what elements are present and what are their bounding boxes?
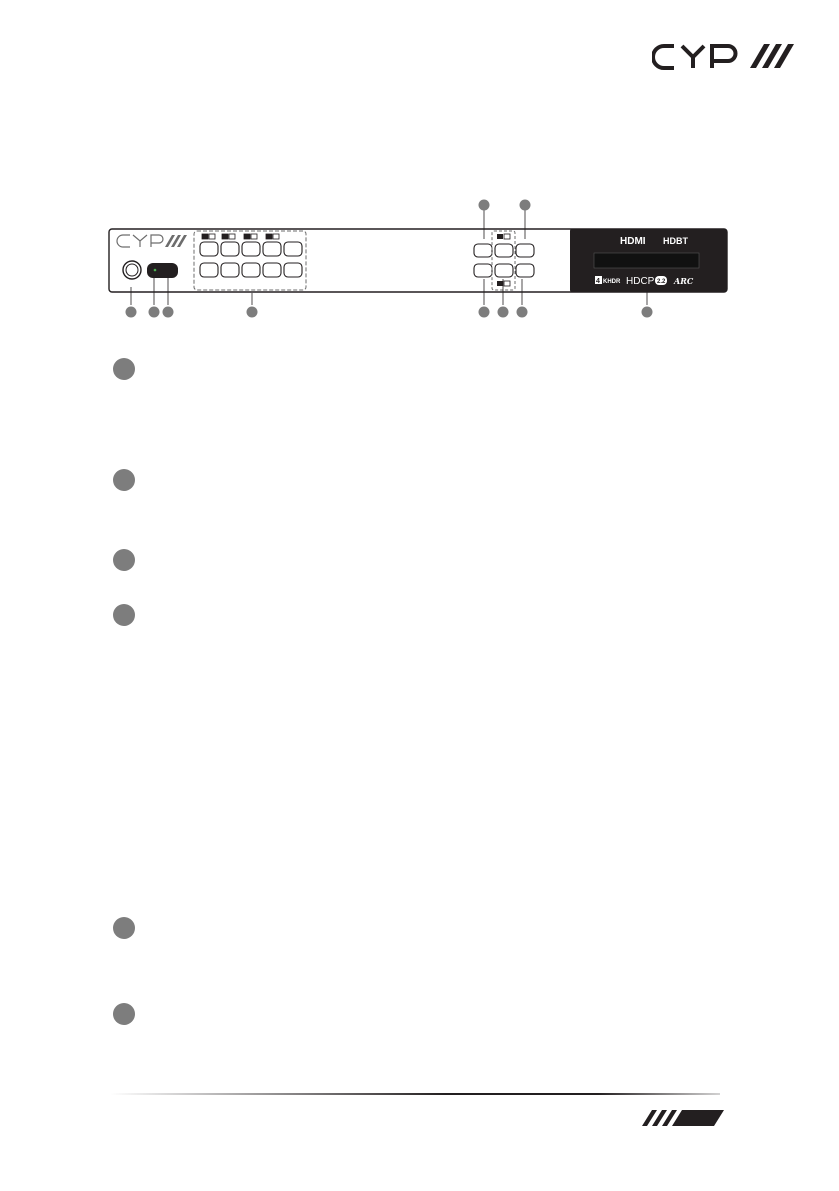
four-k-label: 4 (596, 278, 600, 285)
k-hdr-label: KHDR (603, 279, 621, 285)
item-marker-3 (113, 549, 135, 571)
footer-stripes-icon (640, 1108, 730, 1128)
brand-logo (652, 40, 800, 74)
item-marker-4 (113, 604, 135, 626)
footer-rule (110, 1093, 720, 1095)
item-marker-1 (113, 358, 135, 380)
item-marker-5 (113, 917, 135, 939)
hdcp-label: HDCP (626, 276, 655, 287)
hdmi-label: HDMI (620, 236, 646, 247)
item-marker-2 (113, 469, 135, 491)
item-marker-6 (113, 1003, 135, 1025)
hdcp-version-label: 2.2 (657, 279, 666, 285)
arc-label: ARC (674, 276, 694, 286)
callout-leaders (0, 195, 839, 325)
hdbt-label: HDBT (663, 236, 688, 246)
